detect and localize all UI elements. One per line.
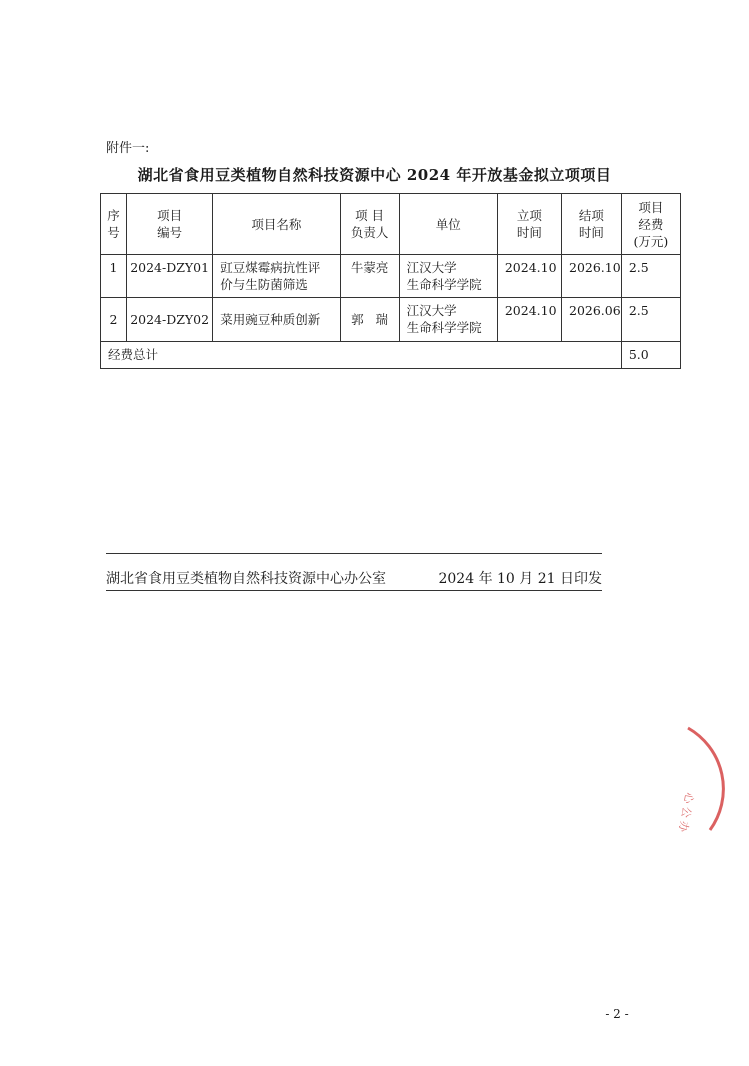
row-2-code: 2024-DZY02 bbox=[127, 298, 213, 342]
header-name bbox=[213, 194, 340, 255]
issuance-footer bbox=[106, 568, 602, 591]
table-row bbox=[101, 255, 681, 298]
page-number: - 2 - bbox=[605, 1007, 629, 1021]
row-1-unit-line-1: 江汉大学 bbox=[406, 260, 457, 275]
project-table bbox=[100, 193, 681, 369]
header-name-text: 项目名称 bbox=[251, 216, 302, 232]
attachment-label: 附件一: bbox=[106, 141, 150, 156]
header-fund bbox=[621, 194, 680, 255]
header-start-line-2: 时间 bbox=[516, 225, 542, 240]
total-label: 经费总计 bbox=[101, 342, 622, 369]
table-header-row bbox=[101, 194, 681, 255]
header-end bbox=[562, 194, 622, 255]
row-2-unit-line-1: 江汉大学 bbox=[406, 303, 457, 318]
total-value: 5.0 bbox=[621, 342, 680, 369]
header-start bbox=[497, 194, 561, 255]
row-1-end: 2026.10 bbox=[562, 255, 622, 298]
row-2-seq: 2 bbox=[101, 298, 127, 342]
row-1-start: 2024.10 bbox=[497, 255, 561, 298]
row-2-end: 2026.06 bbox=[562, 298, 622, 342]
row-1-fund: 2.5 bbox=[621, 255, 680, 298]
row-2-leader: 郭 瑞 bbox=[340, 298, 399, 342]
header-code-line-1: 项目 bbox=[157, 208, 183, 223]
row-2-name-line-1: 菜用豌豆种质创新 bbox=[220, 312, 321, 327]
seal-arc bbox=[688, 728, 723, 830]
header-seq-line-2: 号 bbox=[107, 225, 120, 240]
header-fund-line-1: 项目 bbox=[638, 199, 664, 215]
document-title: 湖北省食用豆类植物自然科技资源中心 2024 年开放基金拟立项项目 bbox=[137, 166, 612, 184]
row-1-leader: 牛蒙亮 bbox=[340, 255, 399, 298]
header-leader-line-2: 负责人 bbox=[350, 225, 389, 240]
footer-issuer: 湖北省食用豆类植物自然科技资源中心办公室 bbox=[106, 571, 386, 587]
header-leader bbox=[340, 194, 399, 255]
header-leader-line-1: 项 目 bbox=[355, 208, 385, 223]
table-total-row bbox=[101, 342, 681, 369]
row-2-fund: 2.5 bbox=[621, 298, 680, 342]
row-1-name bbox=[213, 255, 340, 298]
row-2-start: 2024.10 bbox=[497, 298, 561, 342]
row-2-name bbox=[213, 298, 340, 342]
header-seq-line-1: 序 bbox=[107, 208, 120, 223]
official-seal-fragment bbox=[670, 720, 740, 840]
footer-date: 2024 年 10 月 21 日印发 bbox=[438, 571, 602, 587]
footer-divider bbox=[106, 553, 602, 554]
row-1-code: 2024-DZY01 bbox=[127, 255, 213, 298]
header-code bbox=[127, 194, 213, 255]
header-unit bbox=[399, 194, 497, 255]
header-seq bbox=[101, 194, 127, 255]
row-1-name-line-2: 价与生防菌筛选 bbox=[220, 277, 308, 292]
header-end-line-1: 结项 bbox=[578, 208, 604, 223]
header-code-line-2: 编号 bbox=[157, 225, 183, 240]
table-row bbox=[101, 298, 681, 342]
header-fund-line-2: 经费 bbox=[638, 216, 664, 232]
row-2-unit-line-2: 生命科学学院 bbox=[406, 320, 482, 335]
row-2-unit bbox=[399, 298, 497, 342]
header-end-line-2: 时间 bbox=[578, 225, 604, 240]
seal-text: 心 公 办 bbox=[676, 791, 696, 834]
header-fund-line-3: (万元) bbox=[633, 233, 669, 249]
row-1-unit bbox=[399, 255, 497, 298]
header-unit-text: 单位 bbox=[435, 216, 461, 232]
row-1-seq: 1 bbox=[101, 255, 127, 298]
row-1-name-line-1: 豇豆煤霉病抗性评 bbox=[220, 260, 321, 275]
header-start-line-1: 立项 bbox=[516, 208, 542, 223]
row-1-unit-line-2: 生命科学学院 bbox=[406, 277, 482, 292]
